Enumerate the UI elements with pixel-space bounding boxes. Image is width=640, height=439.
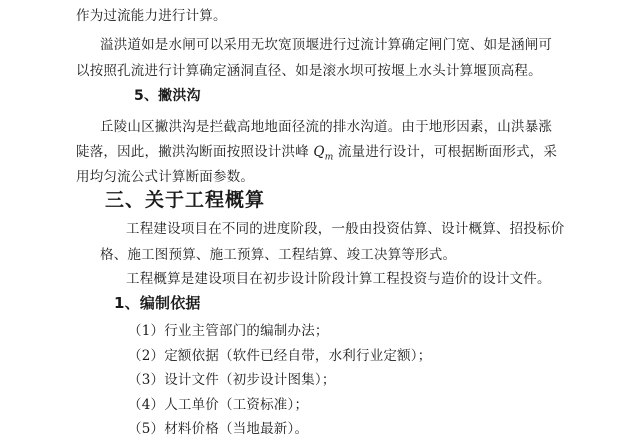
- spillway-paragraph-line-1: 溢洪道如是水闸可以采用无坎宽顶堰进行过流计算确定闸门宽、如是涵闸可: [100, 37, 553, 53]
- list-item: （1）行业主管部门的编制办法；: [128, 323, 329, 339]
- list-item: （3）设计文件（初步设计图集）；: [128, 372, 336, 388]
- list-item: （4）人工单价（工资标准）；: [128, 397, 309, 413]
- diversion-paragraph-line-1: 丘陵山区撇洪沟是拦截高地地面径流的排水沟道。由于地形因素，山洪暴涨: [100, 119, 553, 135]
- diversion-paragraph-line-2: [76, 143, 557, 167]
- basis-heading: 1、编制依据: [114, 294, 201, 312]
- spillway-paragraph-line-2: 以按照孔流进行计算确定涵洞直径、如是滚水坝可按堰上水头计算堰顶高程。: [76, 63, 542, 79]
- paragraph-continuation: 作为过流能力进行计算。: [76, 8, 227, 24]
- peak-flow-symbol: $Q_m$: [313, 144, 334, 163]
- diversion-paragraph-line-3: 用均匀流公式计算断面参数。: [76, 169, 255, 185]
- chapter-3-heading: 三、关于工程概算: [105, 189, 266, 211]
- list-item: （2）定额依据（软件已经自带，水利行业定额）；: [128, 348, 432, 364]
- list-item: （5）材料价格（当地最新）。: [128, 421, 309, 437]
- estimate-paragraph-line-1: 工程建设项目在不同的进度阶段，一般由投资估算、设计概算、招投标价: [126, 221, 565, 237]
- estimate-paragraph-line-2: 格、施工图预算、施工预算、工程结算、竣工决算等形式。: [100, 247, 457, 263]
- estimate-paragraph-line-3: 工程概算是建设项目在初步设计阶段计算工程投资与造价的设计文件。: [126, 271, 551, 287]
- diversion-text-after: 流量进行设计，可根据断面形式，采: [337, 144, 558, 160]
- diversion-text-before: 陡落，因此，撇洪沟断面按照设计洪峰: [76, 144, 309, 160]
- section-5-heading: 5、撇洪沟: [134, 88, 201, 104]
